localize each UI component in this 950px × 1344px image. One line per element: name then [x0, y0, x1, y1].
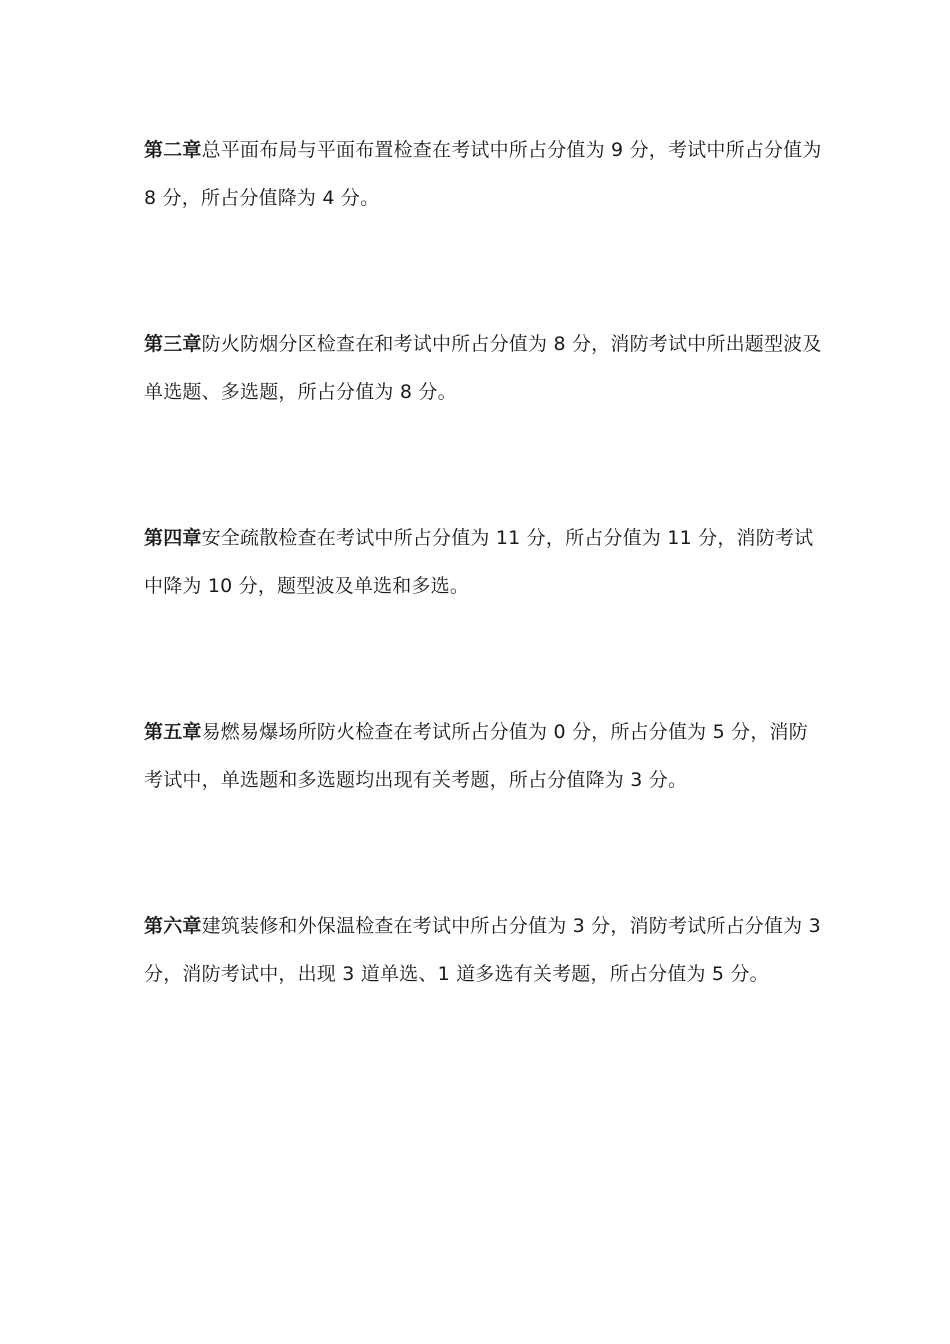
chapter-heading: 第五章 [144, 721, 202, 743]
paragraph-chapter-6 [144, 902, 824, 998]
paragraph-text: 安全疏散检查在考试中所占分值为 11 分，所占分值为 11 分，消防考试中降为 10 分，题型波及单选和多选。 [144, 527, 814, 597]
paragraph-text: 总平面布局与平面布置检查在考试中所占分值为 9 分，考试中所占分值为 8 分，所占分值降为 4 分。 [144, 139, 822, 209]
paragraph-text: 防火防烟分区检查在和考试中所占分值为 8 分，消防考试中所出题型波及单选题、多选题，所占分值为 8 分。 [144, 333, 822, 403]
chapter-heading: 第四章 [144, 527, 202, 549]
paragraph-chapter-2 [144, 126, 824, 222]
paragraph-text: 易燃易爆场所防火检查在考试所占分值为 0 分，所占分值为 5 分，消防考试中，单选题和多选题均出现有关考题，所占分值降为 3 分。 [144, 721, 808, 791]
paragraph-text: 建筑装修和外保温检查在考试中所占分值为 3 分，消防考试所占分值为 3 分，消防考试中，出现 3 道单选、1 道多选有关考题，所占分值为 5 分。 [144, 915, 821, 985]
paragraph-chapter-3 [144, 320, 824, 416]
chapter-heading: 第六章 [144, 915, 202, 937]
paragraph-chapter-4 [144, 514, 824, 610]
chapter-heading: 第三章 [144, 333, 202, 355]
chapter-heading: 第二章 [144, 139, 202, 161]
paragraph-chapter-5 [144, 708, 824, 804]
